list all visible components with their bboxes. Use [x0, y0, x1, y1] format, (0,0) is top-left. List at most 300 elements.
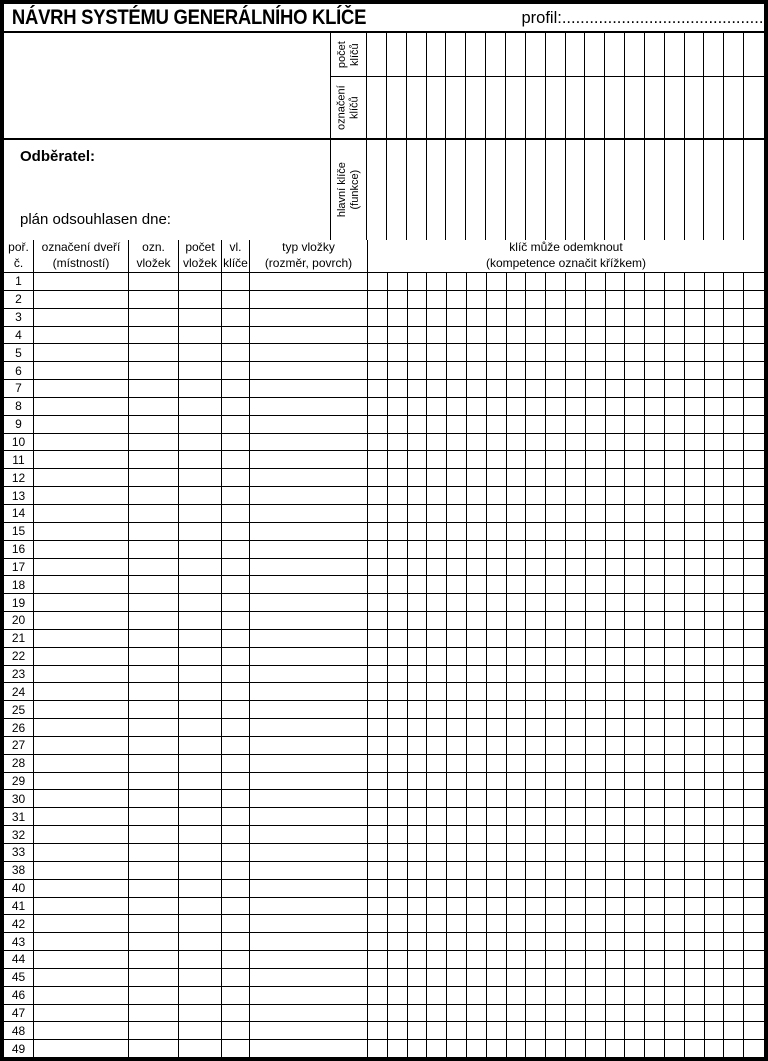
body-cell: [34, 291, 129, 308]
key-matrix-cell: [408, 362, 428, 379]
key-matrix-cell: [388, 273, 408, 290]
key-matrix-cell: [645, 1040, 665, 1057]
body-cell: [129, 630, 179, 647]
key-matrix-cell: [566, 755, 586, 772]
key-matrix-cell: [744, 844, 764, 861]
key-matrix-cell: [507, 933, 527, 950]
key-matrix-cell: [645, 666, 665, 683]
key-matrix-cell: [408, 844, 428, 861]
key-matrix-cell: [447, 469, 467, 486]
key-matrix-cell: [645, 559, 665, 576]
key-matrix-cell: [645, 880, 665, 897]
body-cell: [222, 594, 250, 611]
table-body: [4, 273, 764, 1057]
key-matrix-cell: [606, 1040, 626, 1057]
key-matrix-cell: [526, 505, 546, 522]
key-matrix-cell: [487, 380, 507, 397]
key-matrix-cell: [507, 612, 527, 629]
key-matrix-cell: [388, 487, 408, 504]
row-number-cell: 49: [4, 1040, 34, 1057]
key-matrix-row: [368, 683, 764, 700]
key-matrix-cell: [368, 969, 388, 986]
key-matrix-cell: [645, 755, 665, 772]
key-matrix-cell: [467, 1040, 487, 1057]
key-matrix-cell: [507, 505, 527, 522]
key-matrix-cell: [368, 773, 388, 790]
key-matrix-cell: [526, 701, 546, 718]
key-matrix-cell: [408, 291, 428, 308]
key-matrix-cell: [427, 808, 447, 825]
body-cell: [129, 808, 179, 825]
body-cell: [250, 987, 368, 1004]
body-cell: [250, 898, 368, 915]
body-cell: [34, 1022, 129, 1039]
key-matrix-cell: [744, 416, 764, 433]
key-matrix-cell: [665, 416, 685, 433]
key-matrix-cell: [368, 666, 388, 683]
key-matrix-cell: [665, 969, 685, 986]
key-matrix-cell: [724, 559, 744, 576]
key-matrix-cell: [467, 826, 487, 843]
key-matrix-cell: [685, 719, 705, 736]
key-matrix-cell: [685, 523, 705, 540]
key-matrix-cell: [368, 291, 388, 308]
col-header-cylinder-type: [250, 240, 368, 272]
body-cell: [129, 523, 179, 540]
key-matrix-cell: [606, 969, 626, 986]
body-cell: [179, 844, 222, 861]
key-matrix-cell: [368, 344, 388, 361]
key-matrix-cell: [606, 398, 626, 415]
col-header-key-matrix: [368, 240, 764, 272]
key-matrix-cell: [546, 309, 566, 326]
key-matrix-cell: [408, 434, 428, 451]
key-matrix-cell: [645, 683, 665, 700]
row-number-cell: 33: [4, 844, 34, 861]
row-number-cell: 31: [4, 808, 34, 825]
key-matrix-cell: [705, 719, 725, 736]
key-matrix-cell: [685, 1022, 705, 1039]
key-matrix-cell: [546, 844, 566, 861]
key-matrix-cell: [507, 559, 527, 576]
body-cell: [34, 737, 129, 754]
key-matrix-cell: [744, 327, 764, 344]
body-cell: [179, 915, 222, 932]
body-cell: [34, 541, 129, 558]
key-matrix-cell: [467, 755, 487, 772]
key-matrix-cell: [724, 790, 744, 807]
row-number-cell: 11: [4, 451, 34, 468]
key-matrix-cell: [625, 862, 645, 879]
row-number-cell: 24: [4, 683, 34, 700]
body-cell: [179, 327, 222, 344]
table-row: [4, 844, 764, 862]
key-matrix-cell: [744, 880, 764, 897]
body-cell: [179, 701, 222, 718]
key-matrix-cell: [645, 33, 665, 76]
body-cell: [34, 701, 129, 718]
key-matrix-cell: [566, 398, 586, 415]
key-matrix-cell: [467, 915, 487, 932]
body-cell: [250, 862, 368, 879]
key-matrix-cell: [526, 576, 546, 593]
key-matrix-cell: [368, 541, 388, 558]
key-matrix-cell: [487, 933, 507, 950]
body-cell: [129, 683, 179, 700]
key-matrix-cell: [546, 790, 566, 807]
body-cell: [129, 737, 179, 754]
col-header-line: klíče: [223, 256, 248, 270]
key-matrix-cell: [408, 719, 428, 736]
key-matrix-cell: [546, 594, 566, 611]
body-cell: [179, 416, 222, 433]
customer-area: [4, 33, 331, 240]
body-cell: [179, 666, 222, 683]
key-matrix-cell: [408, 933, 428, 950]
key-matrix-cell: [447, 559, 467, 576]
key-matrix-cell: [625, 898, 645, 915]
key-matrix-cell: [606, 434, 626, 451]
key-matrix-cell: [546, 523, 566, 540]
key-matrix-row: [368, 701, 764, 718]
key-matrix-cell: [744, 594, 764, 611]
key-matrix-cell: [526, 327, 546, 344]
body-cell: [250, 487, 368, 504]
key-matrix-cell: [724, 630, 744, 647]
key-matrix-cell: [388, 451, 408, 468]
key-matrix-cell: [665, 701, 685, 718]
key-matrix-cell: [487, 291, 507, 308]
key-matrix-cell: [625, 576, 645, 593]
key-matrix-cell: [724, 33, 744, 76]
key-matrix-cell: [586, 737, 606, 754]
col-header-line: počet: [185, 240, 215, 255]
key-matrix-cell: [586, 434, 606, 451]
key-matrix-cell: [546, 630, 566, 647]
body-cell: [129, 487, 179, 504]
body-cell: [34, 862, 129, 879]
key-matrix-cell: [685, 880, 705, 897]
key-header-grid: [367, 33, 764, 240]
col-header-line: klíč může odemknout: [509, 240, 623, 255]
key-matrix-cell: [685, 987, 705, 1004]
key-matrix-cell: [427, 755, 447, 772]
key-matrix-cell: [408, 666, 428, 683]
key-matrix-cell: [606, 541, 626, 558]
key-matrix-cell: [566, 505, 586, 522]
body-cell: [222, 362, 250, 379]
key-matrix-cell: [645, 648, 665, 665]
key-matrix-cell: [427, 594, 447, 611]
key-matrix-row: [368, 737, 764, 754]
key-matrix-row: [368, 808, 764, 825]
key-matrix-cell: [388, 416, 408, 433]
key-matrix-cell: [625, 1005, 645, 1022]
key-matrix-row: [368, 362, 764, 379]
key-matrix-cell: [407, 77, 427, 138]
key-matrix-row: [368, 844, 764, 861]
key-matrix-cell: [645, 844, 665, 861]
table-row: [4, 362, 764, 380]
row-number-cell: 1: [4, 273, 34, 290]
key-matrix-cell: [685, 969, 705, 986]
key-matrix-cell: [586, 541, 606, 558]
key-matrix-cell: [685, 344, 705, 361]
key-matrix-cell: [467, 773, 487, 790]
key-matrix-cell: [467, 434, 487, 451]
key-matrix-cell: [546, 933, 566, 950]
key-matrix-cell: [447, 594, 467, 611]
key-matrix-cell: [685, 951, 705, 968]
body-cell: [179, 451, 222, 468]
key-matrix-cell: [368, 505, 388, 522]
key-matrix-cell: [526, 987, 546, 1004]
key-matrix-cell: [744, 362, 764, 379]
key-matrix-cell: [586, 451, 606, 468]
body-cell: [222, 380, 250, 397]
key-matrix-cell: [546, 434, 566, 451]
key-matrix-cell: [685, 612, 705, 629]
table-row: [4, 648, 764, 666]
table-row: [4, 273, 764, 291]
key-matrix-cell: [724, 1040, 744, 1057]
key-matrix-cell: [705, 344, 725, 361]
key-matrix-cell: [486, 140, 506, 240]
key-matrix-cell: [408, 701, 428, 718]
key-matrix-cell: [665, 987, 685, 1004]
table-row: [4, 933, 764, 951]
key-matrix-cell: [705, 808, 725, 825]
key-matrix-cell: [705, 451, 725, 468]
body-cell: [34, 398, 129, 415]
key-matrix-cell: [546, 398, 566, 415]
key-matrix-cell: [427, 469, 447, 486]
key-matrix-cell: [447, 683, 467, 700]
body-cell: [179, 773, 222, 790]
key-matrix-cell: [368, 612, 388, 629]
key-matrix-cell: [665, 737, 685, 754]
key-matrix-cell: [407, 140, 427, 240]
body-cell: [179, 576, 222, 593]
key-matrix-cell: [507, 1005, 527, 1022]
key-matrix-cell: [625, 915, 645, 932]
table-row: [4, 719, 764, 737]
key-matrix-cell: [705, 469, 725, 486]
key-matrix-cell: [408, 1022, 428, 1039]
body-cell: [34, 505, 129, 522]
key-matrix-cell: [645, 773, 665, 790]
key-matrix-cell: [507, 541, 527, 558]
body-cell: [129, 1005, 179, 1022]
key-matrix-cell: [526, 1005, 546, 1022]
key-matrix-cell: [744, 398, 764, 415]
key-matrix-cell: [586, 291, 606, 308]
key-matrix-cell: [705, 933, 725, 950]
body-cell: [129, 969, 179, 986]
key-matrix-cell: [368, 1040, 388, 1057]
row-number-cell: 17: [4, 559, 34, 576]
key-matrix-cell: [586, 344, 606, 361]
key-matrix-cell: [586, 612, 606, 629]
key-matrix-cell: [566, 719, 586, 736]
key-matrix-cell: [368, 434, 388, 451]
key-matrix-cell: [606, 951, 626, 968]
body-cell: [222, 737, 250, 754]
key-matrix-cell: [625, 737, 645, 754]
row-number-cell: 46: [4, 987, 34, 1004]
key-matrix-cell: [744, 451, 764, 468]
key-matrix-cell: [724, 773, 744, 790]
body-cell: [222, 666, 250, 683]
key-matrix-row: [368, 666, 764, 683]
key-matrix-cell: [625, 140, 645, 240]
key-matrix-cell: [546, 469, 566, 486]
body-cell: [129, 612, 179, 629]
key-matrix-cell: [546, 648, 566, 665]
key-matrix-cell: [427, 291, 447, 308]
key-matrix-cell: [487, 951, 507, 968]
key-matrix-cell: [427, 576, 447, 593]
key-matrix-cell: [586, 969, 606, 986]
key-matrix-cell: [408, 559, 428, 576]
key-matrix-cell: [507, 719, 527, 736]
body-cell: [129, 755, 179, 772]
key-matrix-row: [368, 327, 764, 344]
key-matrix-cell: [685, 1005, 705, 1022]
blank-box: [4, 33, 330, 140]
key-matrix-cell: [388, 523, 408, 540]
key-matrix-cell: [625, 416, 645, 433]
key-matrix-cell: [566, 576, 586, 593]
key-matrix-cell: [388, 719, 408, 736]
key-matrix-cell: [408, 790, 428, 807]
key-matrix-cell: [526, 559, 546, 576]
col-header-line: (místností): [52, 256, 110, 270]
key-matrix-cell: [586, 701, 606, 718]
body-cell: [129, 648, 179, 665]
key-matrix-cell: [447, 291, 467, 308]
key-matrix-cell: [645, 862, 665, 879]
key-matrix-cell: [507, 773, 527, 790]
main-keys-line2: (funkce): [348, 170, 361, 210]
key-matrix-cell: [724, 844, 744, 861]
body-cell: [34, 808, 129, 825]
col-header-line: typ vložky: [282, 240, 335, 255]
key-matrix-cell: [526, 291, 546, 308]
key-matrix-cell: [526, 880, 546, 897]
key-matrix-cell: [724, 487, 744, 504]
body-cell: [129, 987, 179, 1004]
key-matrix-cell: [507, 576, 527, 593]
key-matrix-cell: [705, 844, 725, 861]
table-row: [4, 1022, 764, 1040]
key-matrix-cell: [645, 77, 665, 138]
key-matrix-cell: [447, 380, 467, 397]
key-matrix-cell: [645, 898, 665, 915]
col-header-cylinder-count: [179, 240, 222, 272]
key-matrix-cell: [526, 719, 546, 736]
key-matrix-cell: [388, 844, 408, 861]
key-matrix-cell: [586, 505, 606, 522]
body-cell: [250, 344, 368, 361]
body-cell: [179, 612, 222, 629]
body-cell: [179, 755, 222, 772]
body-cell: [129, 898, 179, 915]
key-matrix-cell: [665, 808, 685, 825]
body-cell: [129, 380, 179, 397]
key-matrix-cell: [705, 594, 725, 611]
key-matrix-cell: [705, 576, 725, 593]
col-header-row-number: [4, 240, 34, 272]
key-matrix-cell: [724, 666, 744, 683]
key-matrix-cell: [566, 380, 586, 397]
body-cell: [250, 541, 368, 558]
key-matrix-cell: [507, 737, 527, 754]
customer-box: [4, 140, 330, 240]
body-cell: [179, 826, 222, 843]
col-header-line: č.: [13, 256, 24, 270]
row-number-cell: 2: [4, 291, 34, 308]
row-number-cell: 22: [4, 648, 34, 665]
key-matrix-cell: [447, 612, 467, 629]
body-cell: [179, 969, 222, 986]
row-number-cell: 7: [4, 380, 34, 397]
key-matrix-cell: [705, 969, 725, 986]
key-matrix-cell: [744, 898, 764, 915]
body-cell: [250, 559, 368, 576]
table-row: [4, 951, 764, 969]
key-matrix-cell: [507, 469, 527, 486]
key-matrix-cell: [447, 862, 467, 879]
key-matrix-cell: [507, 987, 527, 1004]
key-matrix-cell: [487, 416, 507, 433]
row-number-cell: 41: [4, 898, 34, 915]
key-matrix-cell: [586, 880, 606, 897]
body-cell: [250, 451, 368, 468]
key-matrix-cell: [447, 344, 467, 361]
key-matrix-cell: [566, 1005, 586, 1022]
key-matrix-cell: [526, 790, 546, 807]
key-matrix-cell: [546, 683, 566, 700]
key-matrix-cell: [705, 1022, 725, 1039]
body-cell: [179, 737, 222, 754]
key-matrix-cell: [546, 737, 566, 754]
key-matrix-cell: [388, 469, 408, 486]
key-matrix-cell: [526, 612, 546, 629]
key-matrix-cell: [427, 844, 447, 861]
body-cell: [250, 844, 368, 861]
key-matrix-cell: [388, 327, 408, 344]
key-matrix-cell: [724, 701, 744, 718]
key-matrix-cell: [368, 898, 388, 915]
key-matrix-cell: [606, 612, 626, 629]
key-matrix-cell: [408, 1040, 428, 1057]
key-matrix-cell: [645, 505, 665, 522]
key-matrix-cell: [685, 362, 705, 379]
key-matrix-cell: [546, 826, 566, 843]
col-header-key-count: [222, 240, 250, 272]
key-matrix-row: [368, 880, 764, 897]
key-matrix-cell: [724, 808, 744, 825]
key-matrix-cell: [427, 344, 447, 361]
key-matrix-cell: [447, 898, 467, 915]
key-matrix-cell: [506, 33, 526, 76]
key-matrix-row: [368, 719, 764, 736]
body-cell: [250, 826, 368, 843]
key-matrix-cell: [368, 380, 388, 397]
key-matrix-cell: [625, 33, 645, 76]
body-cell: [250, 612, 368, 629]
